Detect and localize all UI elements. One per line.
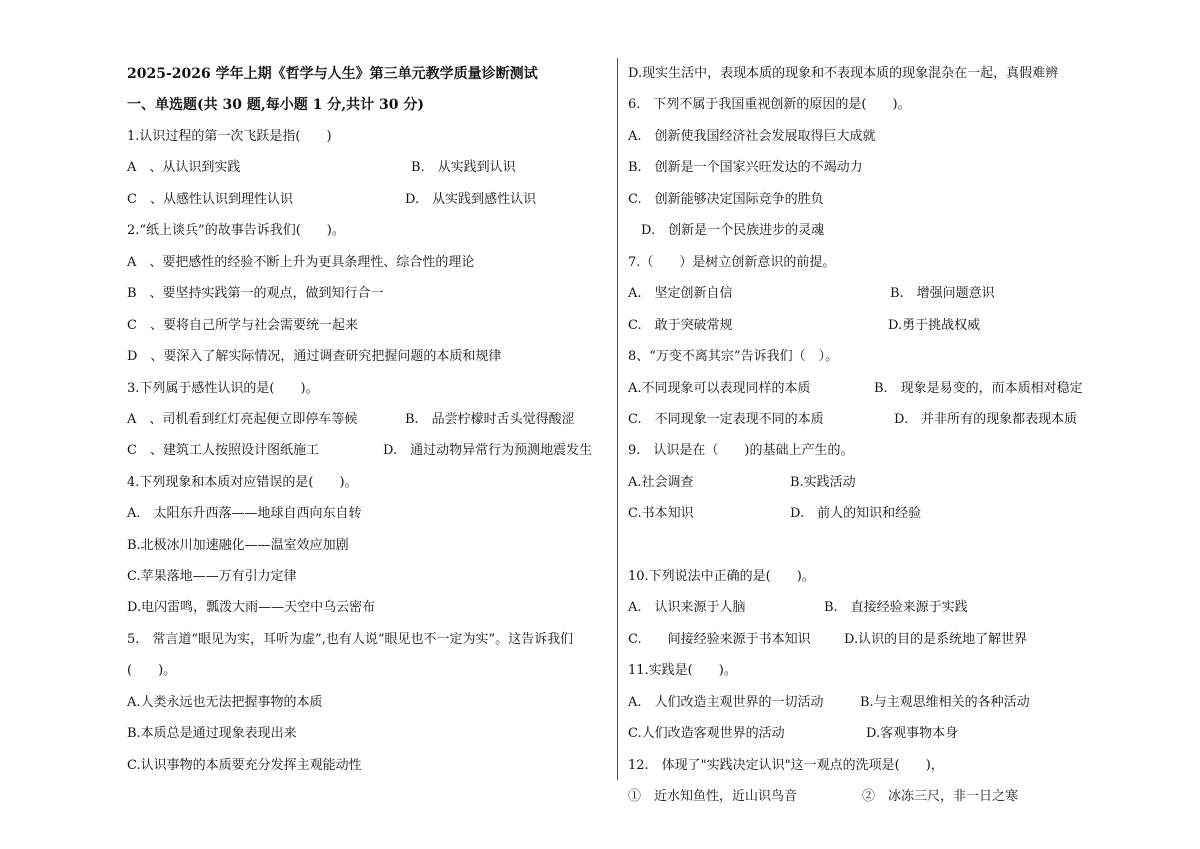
statement-1: ① 近水知鱼性，近山识鸟音	[628, 789, 798, 804]
option-a: A. 人们改造主观世界的一切活动	[628, 695, 824, 710]
option-line: A.人类永远也无法把握事物的本质	[127, 695, 323, 710]
option-d: D.勇于挑战权威	[888, 318, 981, 333]
option-line: C.苹果落地——万有引力定律	[127, 569, 297, 584]
question-line: ( )。	[127, 663, 177, 678]
option-b: B. 直接经验来源于实践	[824, 600, 968, 615]
option-b: B. 增强问题意识	[890, 286, 995, 301]
option-line: B.本质总是通过现象表现出来	[127, 726, 297, 741]
section-heading: 一、单选题(共 30 题,每小题 1 分,共计 30 分)	[127, 97, 424, 113]
question-line: 8、“万变不离其宗”告诉我们（ ）。	[628, 349, 839, 364]
option-c: C 、从感性认识到理性认识	[127, 192, 293, 207]
question-line: 12. 体现了"实践决定认识"这一观点的洗项是( )，	[628, 758, 944, 773]
column-divider	[617, 58, 618, 780]
option-c: C.书本知识	[628, 506, 694, 521]
option-c: C. 不同现象一定表现不同的本质	[628, 412, 824, 427]
option-c: C 、建筑工人按照设计图纸施工	[127, 443, 319, 458]
option-line: B.北极冰川加速融化——温室效应加剧	[127, 538, 349, 553]
question-line: 7.（ ）是树立创新意识的前提。	[628, 255, 836, 270]
option-b: B. 现象是易变的，而本质相对稳定	[874, 381, 1083, 396]
option-line: D.电闪雷鸣，瓢泼大雨——天空中乌云密布	[127, 600, 376, 615]
option-a: A 、司机看到红灯亮起便立即停车等候	[127, 412, 358, 427]
question-line: 6. 下列不属于我国重视创新的原因的是( )。	[628, 97, 911, 112]
option-d: D.客观事物本身	[866, 726, 959, 741]
question-line: 3.下列属于感性认识的是( )。	[127, 381, 319, 396]
question-line: 4.下列现象和本质对应错误的是( )。	[127, 475, 358, 490]
option-b: B.实践活动	[790, 475, 856, 490]
option-line: A. 太阳东升西落——地球自西向东自转	[127, 506, 362, 521]
option-a: A. 坚定创新自信	[628, 286, 733, 301]
question-line: 1.认识过程的第一次飞跃是指( )	[127, 129, 332, 144]
option-d: D. 通过动物异常行为预测地震发生	[383, 443, 593, 458]
option-line: B. 创新是一个国家兴旺发达的不竭动力	[628, 160, 863, 175]
statement-2: ② 冰冻三尺，非一日之寒	[862, 789, 1019, 804]
question-line: 2.“纸上谈兵”的故事告诉我们( )。	[127, 223, 345, 238]
option-a: A 、从认识到实践	[127, 160, 241, 175]
option-b: B. 品尝柠檬时舌头觉得酸涩	[405, 412, 575, 427]
option-line: D 、要深入了解实际情况，通过调查研究把握问题的本质和规律	[127, 349, 502, 364]
option-line: C 、要将自己所学与社会需要统一起来	[127, 318, 358, 333]
option-c: C. 敢于突破常规	[628, 318, 733, 333]
option-a: A.不同现象可以表现同样的本质	[628, 381, 811, 396]
question-line: 9. 认识是在（ )的基础上产生的。	[628, 443, 854, 458]
option-b: B.与主观思维相关的各种活动	[860, 695, 1030, 710]
option-c: C.人们改造客观世界的活动	[628, 726, 785, 741]
option-a: A.社会调查	[628, 475, 694, 490]
question-line: 11.实践是( )。	[628, 663, 737, 678]
question-line: 10.下列说法中正确的是( )。	[628, 569, 815, 584]
option-line: C.认识事物的本质要充分发挥主观能动性	[127, 758, 362, 773]
option-line: D.现实生活中，表现本质的现象和不表现本质的现象混杂在一起，真假难辨	[628, 66, 1059, 81]
option-d: D. 前人的知识和经验	[790, 506, 922, 521]
option-d: D. 并非所有的现象都表现本质	[894, 412, 1078, 427]
question-line: 5. 常言道“眼见为实，耳听为虚”,也有人说“眼见也不一定为实”。这告诉我们	[127, 632, 574, 647]
option-a: A. 认识来源于人脑	[628, 600, 746, 615]
option-d: D.认识的目的是系统地了解世界	[844, 632, 1028, 647]
option-line: A 、要把感性的经验不断上升为更具条理性、综合性的理论	[127, 255, 475, 270]
option-line: A. 创新使我国经济社会发展取得巨大成就	[628, 129, 876, 144]
option-line: D. 创新是一个民族进步的灵魂	[628, 223, 825, 238]
option-line: B 、要坚持实践第一的观点，做到知行合一	[127, 286, 384, 301]
option-line: C. 创新能够决定国际竞争的胜负	[628, 192, 824, 207]
option-b: B. 从实践到认识	[411, 160, 516, 175]
exam-title: 2025-2026 学年上期《哲学与人生》第三单元教学质量诊断测试	[127, 66, 538, 82]
option-d: D. 从实践到感性认识	[405, 192, 537, 207]
option-c: C. 间接经验来源于书本知识	[628, 632, 811, 647]
